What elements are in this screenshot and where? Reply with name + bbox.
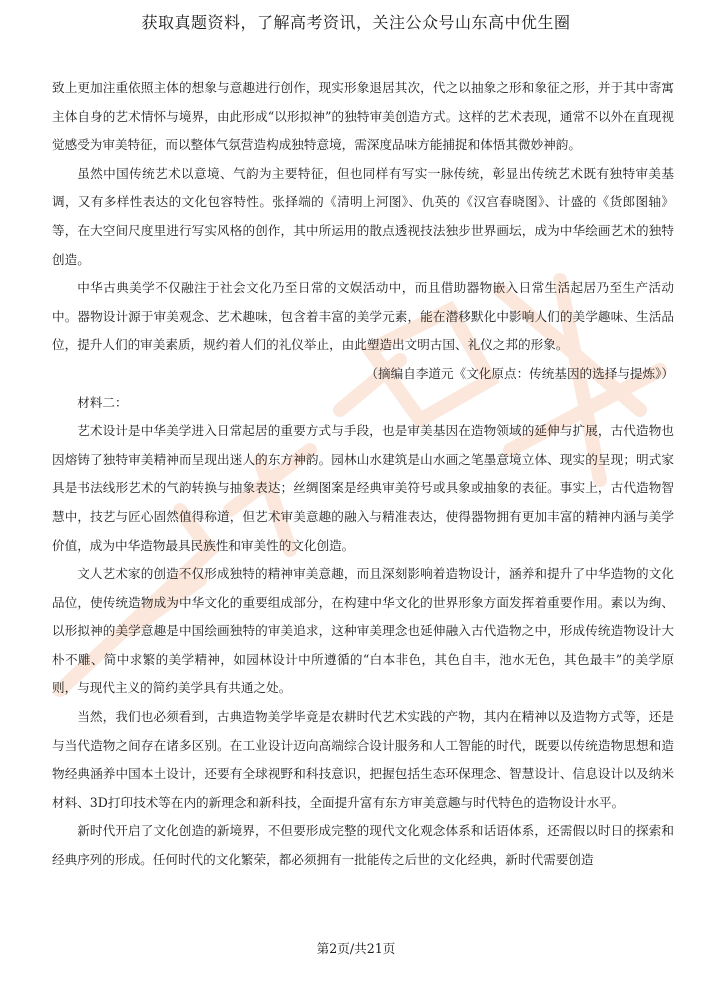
paragraph: 当然，我们也必须看到，古典造物美学毕竟是农耕时代艺术实践的产物，其内在精神以及造物方式等，还是与当代造物之间存在诸多区别。在工业设计迈向高端综合设计服务和人工智能的时代，既要以传统造物思想和造物经典涵养中国本土设计，还要有全球视野和科技意识，把握包括生态环保理念、智慧设计、信息设计以及纳米材料、3D打印技术等在内的新理念和新科技，全面提升富有东方审美意趣与时代特色的造物设计水平。 (52, 709, 674, 810)
section-label: 材料二： (77, 394, 128, 410)
paragraph: 虽然中国传统艺术以意境、气韵为主要特征，但也同样有写实一脉传统，彰显出传统艺术既有独特审美基调，又有多样性表达的文化包容特性。张择端的《清明上河图》、仇英的《汉宫春晓图》、计盛的《货郎图轴》等，在大空间尺度里进行写实风格的创作，其中所运用的散点透视技法独步世界画坛，成为中华绘画艺术的独特创造。 (52, 165, 674, 267)
source-citation: （摘编自李道元《文化原点：传统基因的选择与提炼》） (365, 365, 674, 381)
paragraph: 致上更加注重依照主体的想象与意趣进行创作，现实形象退居其次，代之以抽象之形和象征之形，并于其中寄寓主体自身的艺术情怀与境界，由此形成“以形拟神”的独特审美创造方式。这样的艺术表现，通常不以外在直现视觉感受为审美特征，而以整体气氛营造构成独特意境，需深度品味方能捕捉和体悟其微妙神韵。 (52, 80, 674, 153)
paragraph: 中华古典美学不仅融注于社会文化乃至日常的文娱活动中，而且借助器物嵌入日常生活起居乃至生产活动中。器物设计源于审美观念、艺术趣味，包含着丰富的美学元素，能在潜移默化中影响人们的美学趣味、生活品位，提升人们的审美素质，规约着人们的礼仪举止，由此塑造出文明古国、礼仪之邦的形象。 (52, 280, 674, 353)
article-body (52, 74, 674, 875)
paragraph: 艺术设计是中华美学进入日常起居的重要方式与手段，也是审美基因在造物领域的延伸与扩展，古代造物也因熔铸了独特审美精神而呈现出迷人的东方神韵。园林山水建筑是山水画之笔墨意境立体、现实的呈现；明式家具是书法线形艺术的气韵转换与抽象表达；丝绸图案是经典审美符号或具象或抽象的表征。事实上，古代造物智慧中，技艺与匠心固然值得称道，但艺术审美意趣的融入与精准表达，使得器物拥有更加丰富的精神内涵与美学价值，成为中华造物最具民族性和审美性的文化创造。 (52, 423, 674, 553)
paragraph: 新时代开启了文化创造的新境界，不但要形成完整的现代文化观念体系和话语体系，还需假以时日的探索和经典序列的形成。任何时代的文化繁荣，都必须拥有一批能传之后世的文化经典，新时代需要创造 (52, 823, 674, 868)
page-number: 第2页/共21页 (316, 941, 396, 956)
paragraph: 文人艺术家的创造不仅形成独特的精神审美意趣，而且深刻影响着造物设计，涵养和提升了中华造物的文化品位，使传统造物成为中华文化的重要组成部分，在构建中华文化的世界形象方面发挥着重要作用。素以为绚、以形拟神的美学意趣是中国绘画独特的审美追求，这种审美理念也延伸融入古代造物之中，形成传统造物设计大朴不雕、简中求繁的美学精神，如园林设计中所遵循的“白本非色，其色自丰，池水无色，其色最丰”的美学原则，与现代主义的简约美学具有共通之处。 (52, 566, 674, 696)
page-header: 获取真题资料，了解高考资讯，关注公众号山东高中优生圈 (141, 13, 571, 32)
